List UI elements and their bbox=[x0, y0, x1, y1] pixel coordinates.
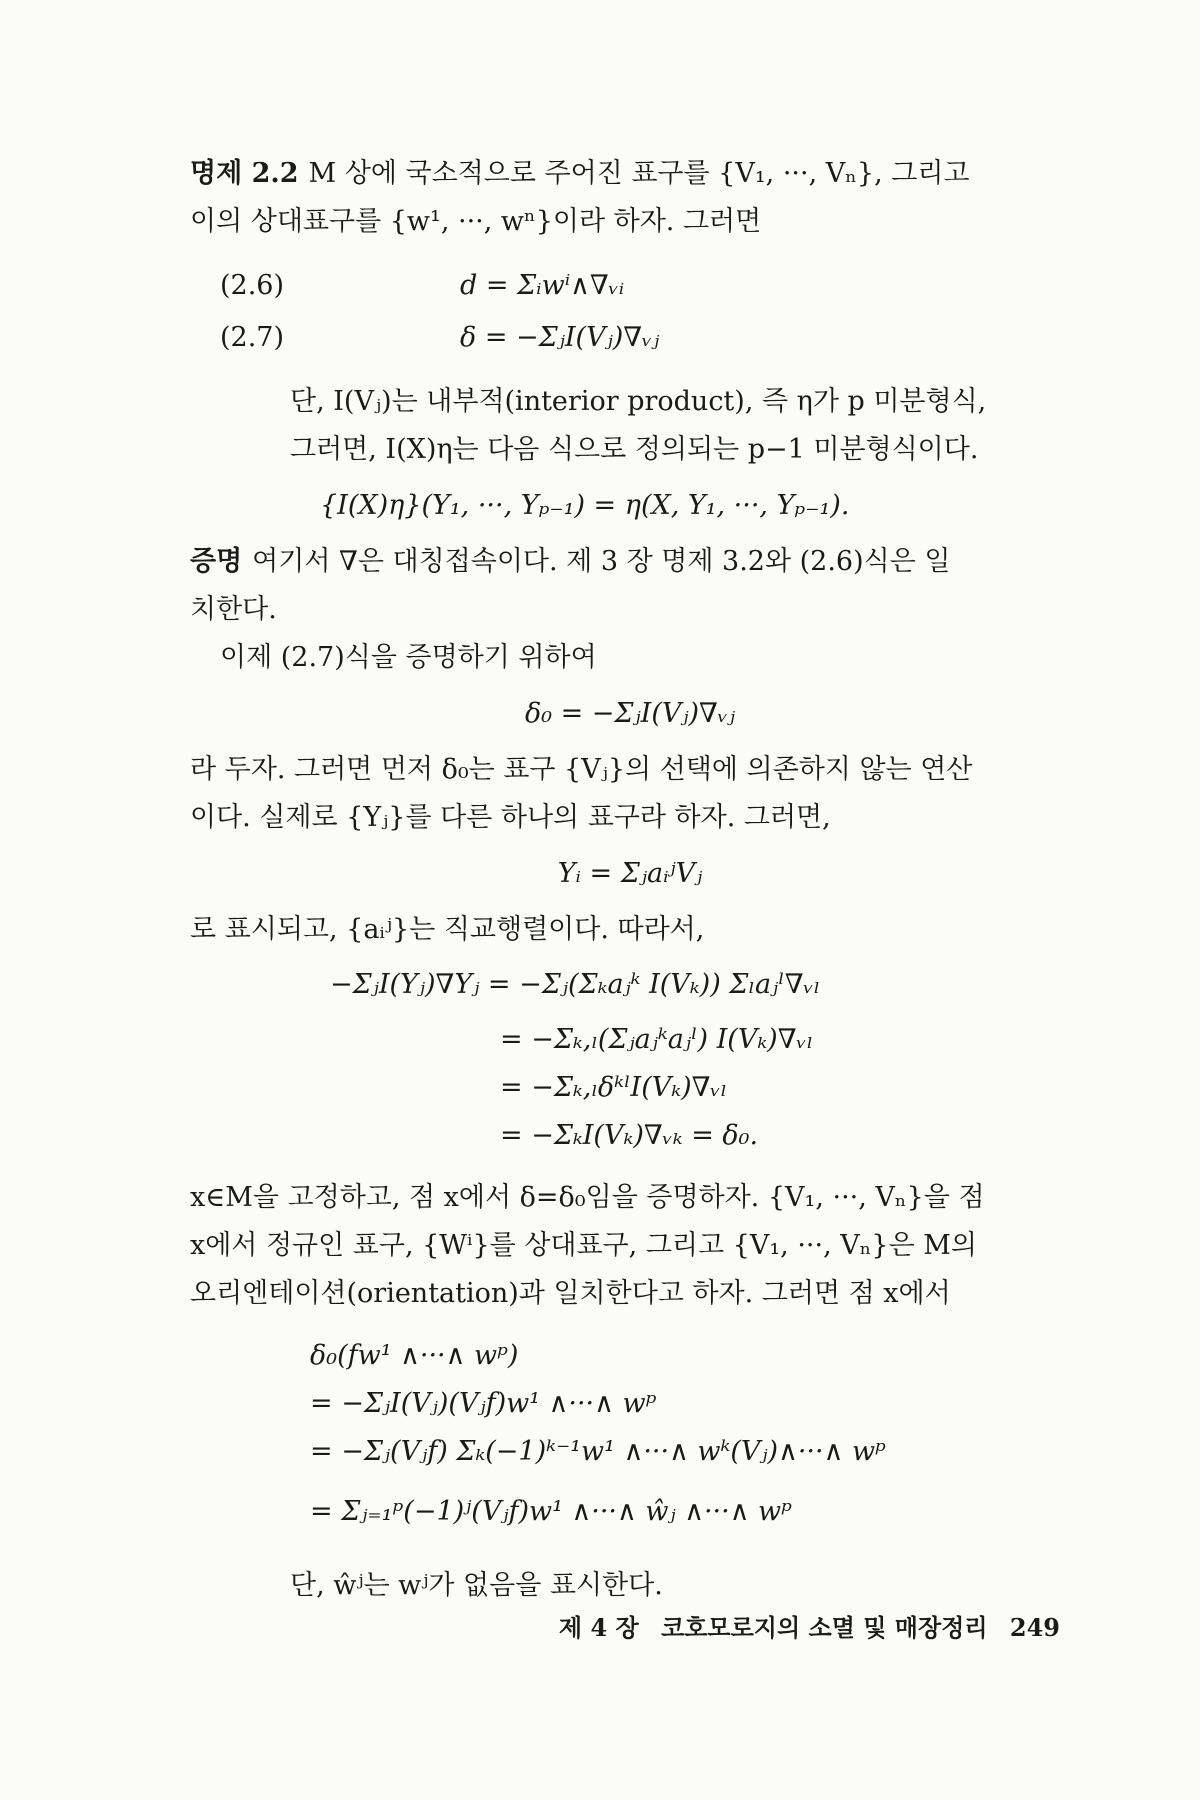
calc-line-2: = −ΣⱼI(Vⱼ)(Vⱼf)w¹ ∧···∧ wᵖ bbox=[310, 1388, 657, 1419]
chain-equation-4: = −ΣₖI(Vₖ)∇ᵥₖ = δ₀. bbox=[500, 1120, 759, 1151]
proof-line-1: 증명 여기서 ∇은 대칭접속이다. 제 3 장 명제 3.2와 (2.6)식은 일 bbox=[190, 546, 951, 577]
equation-formula: d = Σᵢwⁱ∧∇ᵥᵢ bbox=[460, 270, 625, 301]
paragraph-2-line-1: x∈M을 고정하고, 점 x에서 δ=δ₀임을 증명하자. {V₁, ···, Vₙ}을 점 bbox=[190, 1182, 985, 1213]
footer-chapter: 제 4 장 bbox=[558, 1613, 639, 1642]
proof-line-5: 이다. 실제로 {Yⱼ}를 다른 하나의 표구라 하자. 그러면, bbox=[190, 802, 831, 833]
proof-line-3: 이제 (2.7)식을 증명하기 위하여 bbox=[220, 642, 597, 673]
interior-product-note-1: 단, I(Vⱼ)는 내부적(interior product), 즉 η가 p 미분형식, bbox=[290, 386, 987, 417]
interior-product-note-2: 그러면, I(X)η는 다음 식으로 정의되는 p−1 미분형식이다. bbox=[290, 434, 979, 465]
calc-line-4: = Σⱼ₌₁ᵖ(−1)ʲ(Vⱼf)w¹ ∧···∧ ŵⱼ ∧···∧ wᵖ bbox=[310, 1496, 792, 1527]
frame-change-equation: Yᵢ = ΣⱼaᵢʲVⱼ bbox=[557, 858, 703, 889]
paragraph-2-line-3: 오리엔테이션(orientation)과 일치한다고 하자. 그러면 점 x에서 bbox=[190, 1278, 951, 1309]
equation-2-7 bbox=[190, 312, 1070, 364]
interior-product-equation: {I(X)η}(Y₁, ···, Yₚ₋₁) = η(X, Y₁, ···, Yₚ₋₁). bbox=[320, 490, 850, 521]
calc-line-3: = −Σⱼ(Vⱼf) Σₖ(−1)ᵏ⁻¹w¹ ∧···∧ wᵏ(Vⱼ)∧···∧ wᵖ bbox=[310, 1436, 886, 1467]
chain-equation-2: = −Σₖ,ₗ(Σⱼaⱼᵏaⱼˡ) I(Vₖ)∇ᵥₗ bbox=[500, 1024, 814, 1055]
page-number: 249 bbox=[1009, 1613, 1060, 1642]
proposition-line-1: 명제 2.2 M 상에 국소적으로 주어진 표구를 {V₁, ···, Vₙ}, 그리고 bbox=[190, 158, 970, 189]
proposition-label: 명제 2.2 bbox=[190, 158, 299, 189]
page-body bbox=[190, 150, 1070, 1610]
proposition-line-2: 이의 상대표구를 {w¹, ···, wⁿ}이라 하자. 그러면 bbox=[190, 206, 762, 237]
equation-number: (2.7) bbox=[220, 322, 285, 353]
paragraph-2-line-2: x에서 정규인 표구, {Wⁱ}를 상대표구, 그리고 {V₁, ···, Vₙ}은 M의 bbox=[190, 1230, 977, 1261]
equation-number: (2.6) bbox=[220, 270, 285, 301]
proof-line-2: 치한다. bbox=[190, 594, 277, 625]
proof-line-4: 라 두자. 그러면 먼저 δ₀는 표구 {Vⱼ}의 선택에 의존하지 않는 연산 bbox=[190, 754, 973, 785]
equation-formula: δ = −ΣⱼI(Vⱼ)∇ᵥⱼ bbox=[460, 322, 660, 353]
running-footer bbox=[540, 1608, 1060, 1643]
chain-equation-3: = −Σₖ,ₗδᵏˡI(Vₖ)∇ᵥₗ bbox=[500, 1072, 728, 1103]
final-note: 단, ŵʲ는 wʲ가 없음을 표시한다. bbox=[290, 1570, 663, 1601]
proof-line-6: 로 표시되고, {aᵢʲ}는 직교행렬이다. 따라서, bbox=[190, 914, 705, 945]
chain-equation-1: −ΣⱼI(Yⱼ)∇Yⱼ = −Σⱼ(Σₖaⱼᵏ I(Vₖ)) Σₗaⱼˡ∇ᵥₗ bbox=[330, 969, 821, 1000]
delta0-equation: δ₀ = −ΣⱼI(Vⱼ)∇ᵥⱼ bbox=[524, 698, 736, 729]
footer-title: 코호모로지의 소멸 및 매장정리 bbox=[661, 1613, 988, 1642]
calc-line-1: δ₀(fw¹ ∧···∧ wᵖ) bbox=[310, 1340, 519, 1371]
proof-label: 증명 bbox=[190, 546, 243, 577]
equation-2-6 bbox=[190, 260, 1070, 312]
